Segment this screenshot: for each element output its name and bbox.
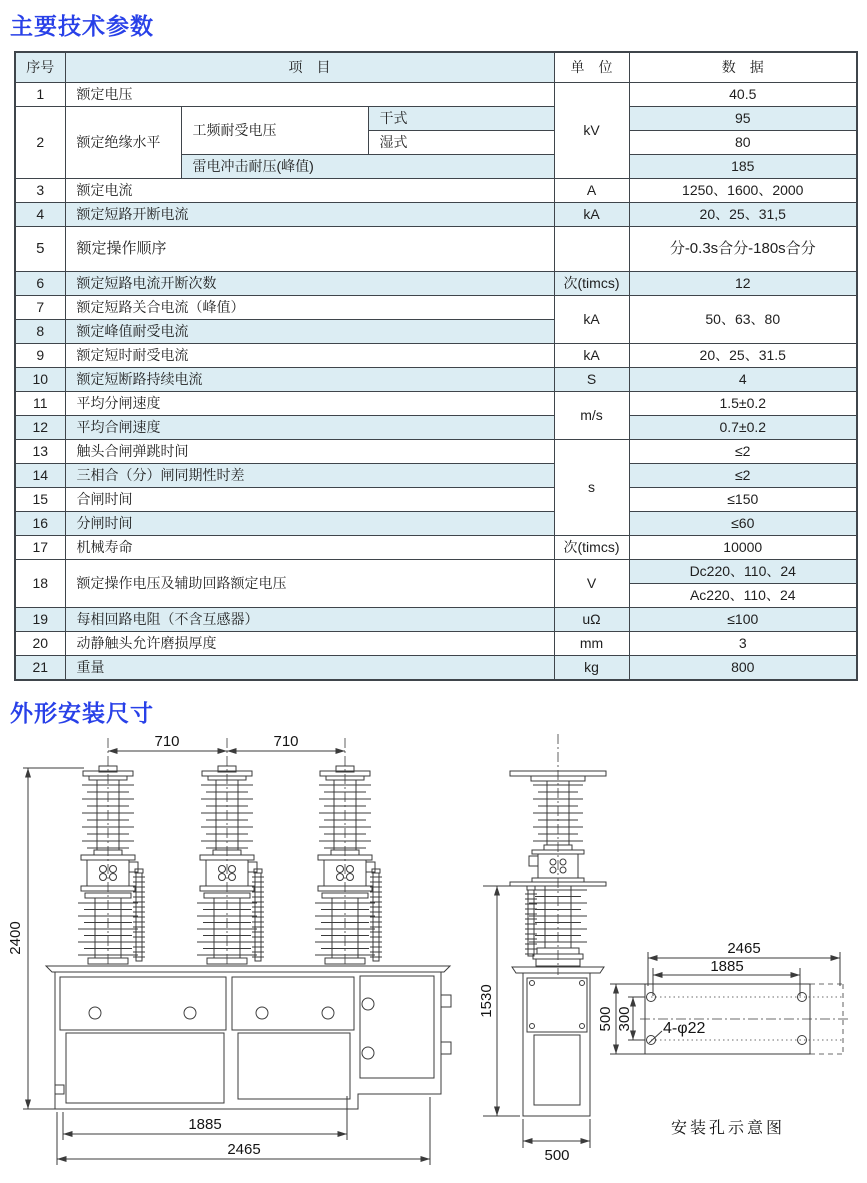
param-data: 12 bbox=[629, 272, 857, 296]
table-row bbox=[15, 560, 857, 584]
table-row bbox=[15, 392, 857, 416]
param-data: ≤100 bbox=[629, 608, 857, 632]
param-no: 19 bbox=[15, 608, 65, 632]
dim-hole-span-x: 1885 bbox=[710, 958, 744, 975]
param-unit: A bbox=[554, 179, 629, 203]
mounting-hole-diagram bbox=[597, 940, 848, 1137]
param-item: 分闸时间 bbox=[65, 512, 554, 536]
param-no: 2 bbox=[15, 107, 65, 179]
table-row bbox=[15, 227, 857, 272]
param-data: 20、25、31,5 bbox=[629, 203, 857, 227]
param-data: 80 bbox=[629, 131, 857, 155]
table-row bbox=[15, 203, 857, 227]
param-subitem: 湿式 bbox=[368, 131, 554, 155]
table-row bbox=[15, 512, 857, 536]
hole-diagram-caption: 安装孔示意图 bbox=[670, 1120, 786, 1137]
param-item: 额定操作电压及辅助回路额定电压 bbox=[65, 560, 554, 608]
param-data: 4 bbox=[629, 368, 857, 392]
header-data: 数 据 bbox=[629, 52, 857, 83]
param-item: 平均分闸速度 bbox=[65, 392, 554, 416]
param-item: 额定操作顺序 bbox=[65, 227, 554, 272]
header-item: 项 目 bbox=[65, 52, 554, 83]
dim-holes-total-width: 2465 bbox=[727, 940, 761, 957]
param-item: 额定短断路持续电流 bbox=[65, 368, 554, 392]
param-data: 1250、1600、2000 bbox=[629, 179, 857, 203]
table-row bbox=[15, 179, 857, 203]
param-subitem: 干式 bbox=[368, 107, 554, 131]
param-data: 40.5 bbox=[629, 83, 857, 107]
param-data: 20、25、31.5 bbox=[629, 344, 857, 368]
dim-front-height: 2400 bbox=[7, 921, 24, 955]
param-no: 21 bbox=[15, 656, 65, 681]
param-no: 8 bbox=[15, 320, 65, 344]
table-row bbox=[15, 416, 857, 440]
param-data: 10000 bbox=[629, 536, 857, 560]
table-row bbox=[15, 344, 857, 368]
param-data: 1.5±0.2 bbox=[629, 392, 857, 416]
param-unit bbox=[554, 227, 629, 272]
param-item: 额定短路开断电流 bbox=[65, 203, 554, 227]
param-unit: S bbox=[554, 368, 629, 392]
param-item: 额定电流 bbox=[65, 179, 554, 203]
dim-front-total-width: 2465 bbox=[227, 1141, 261, 1158]
param-no: 9 bbox=[15, 344, 65, 368]
param-no: 17 bbox=[15, 536, 65, 560]
param-item: 额定峰值耐受电流 bbox=[65, 320, 554, 344]
param-data: 分-0.3s合分-180s合分 bbox=[629, 227, 857, 272]
param-data: ≤2 bbox=[629, 440, 857, 464]
param-no: 13 bbox=[15, 440, 65, 464]
dim-side-depth: 500 bbox=[544, 1147, 570, 1164]
param-item: 额定短路关合电流（峰值） bbox=[65, 296, 554, 320]
dim-holes-depth: 500 bbox=[597, 1006, 614, 1032]
param-data: 185 bbox=[629, 155, 857, 179]
param-no: 6 bbox=[15, 272, 65, 296]
dim-pole-pitch-left: 710 bbox=[154, 733, 180, 750]
param-data: Ac220、110、24 bbox=[629, 584, 857, 608]
param-item: 平均合闸速度 bbox=[65, 416, 554, 440]
param-no: 15 bbox=[15, 488, 65, 512]
param-no: 7 bbox=[15, 296, 65, 320]
cabinet-front bbox=[46, 966, 451, 1109]
param-item: 额定短时耐受电流 bbox=[65, 344, 554, 368]
param-unit: 次(timcs) bbox=[554, 272, 629, 296]
param-subitem: 工频耐受电压 bbox=[181, 107, 368, 155]
param-data: ≤60 bbox=[629, 512, 857, 536]
table-row bbox=[15, 272, 857, 296]
param-no: 4 bbox=[15, 203, 65, 227]
dim-side-height: 1530 bbox=[478, 984, 495, 1018]
param-no: 3 bbox=[15, 179, 65, 203]
dim-hole-span-y: 300 bbox=[616, 1006, 633, 1032]
param-no: 16 bbox=[15, 512, 65, 536]
param-no: 11 bbox=[15, 392, 65, 416]
param-no: 18 bbox=[15, 560, 65, 608]
cabinet-side bbox=[512, 967, 604, 1116]
param-item: 额定绝缘水平 bbox=[65, 107, 181, 179]
table-row bbox=[15, 296, 857, 320]
param-item: 三相合（分）闸同期性时差 bbox=[65, 464, 554, 488]
param-subitem: 雷电冲击耐压(峰值) bbox=[181, 155, 554, 179]
dimension-drawing bbox=[0, 732, 867, 1178]
param-no: 20 bbox=[15, 632, 65, 656]
table-row bbox=[15, 83, 857, 107]
outline-drawing-area bbox=[0, 732, 867, 1183]
table-row bbox=[15, 656, 857, 681]
table-header-row bbox=[15, 52, 857, 83]
table-row bbox=[15, 536, 857, 560]
parameters-table bbox=[14, 51, 858, 681]
param-data: ≤150 bbox=[629, 488, 857, 512]
param-data: 800 bbox=[629, 656, 857, 681]
param-no: 1 bbox=[15, 83, 65, 107]
param-unit: mm bbox=[554, 632, 629, 656]
param-unit: 次(timcs) bbox=[554, 536, 629, 560]
param-item: 额定电压 bbox=[65, 83, 554, 107]
param-item: 合闸时间 bbox=[65, 488, 554, 512]
header-no: 序号 bbox=[15, 52, 65, 83]
param-item: 重量 bbox=[65, 656, 554, 681]
param-unit: m/s bbox=[554, 392, 629, 440]
param-unit: V bbox=[554, 560, 629, 608]
pole-assembly bbox=[78, 766, 382, 964]
param-data: Dc220、110、24 bbox=[629, 560, 857, 584]
param-unit: uΩ bbox=[554, 608, 629, 632]
dim-pole-pitch-right: 710 bbox=[273, 733, 299, 750]
door-hinge bbox=[441, 1042, 451, 1054]
header-unit: 单 位 bbox=[554, 52, 629, 83]
param-item: 每相回路电阻（不含互感器） bbox=[65, 608, 554, 632]
door-hinge bbox=[441, 995, 451, 1007]
page-title-main-parameters: 主要技术参数 bbox=[10, 13, 154, 39]
dim-front-mount-width: 1885 bbox=[188, 1116, 222, 1133]
table-row bbox=[15, 488, 857, 512]
param-item: 机械寿命 bbox=[65, 536, 554, 560]
param-no: 10 bbox=[15, 368, 65, 392]
front-view bbox=[7, 733, 451, 1165]
table-row bbox=[15, 632, 857, 656]
side-view bbox=[478, 734, 606, 1164]
page-title-dimensions: 外形安装尺寸 bbox=[10, 700, 154, 726]
param-data: 95 bbox=[629, 107, 857, 131]
param-unit: kA bbox=[554, 344, 629, 368]
param-unit: kA bbox=[554, 296, 629, 344]
param-data: 3 bbox=[629, 632, 857, 656]
param-data: ≤2 bbox=[629, 464, 857, 488]
table-row bbox=[15, 107, 857, 131]
param-data: 50、63、80 bbox=[629, 296, 857, 344]
param-item: 触头合闸弹跳时间 bbox=[65, 440, 554, 464]
param-unit: s bbox=[554, 440, 629, 536]
table-row bbox=[15, 464, 857, 488]
table-row bbox=[15, 440, 857, 464]
param-no: 12 bbox=[15, 416, 65, 440]
param-unit: kA bbox=[554, 203, 629, 227]
table-row bbox=[15, 368, 857, 392]
param-data: 0.7±0.2 bbox=[629, 416, 857, 440]
table-row bbox=[15, 608, 857, 632]
param-no: 5 bbox=[15, 227, 65, 272]
param-unit: kg bbox=[554, 656, 629, 681]
param-no: 14 bbox=[15, 464, 65, 488]
param-unit: kV bbox=[554, 83, 629, 179]
hole-spec-label: 4-φ22 bbox=[663, 1020, 706, 1037]
param-item: 额定短路电流开断次数 bbox=[65, 272, 554, 296]
param-item: 动静触头允许磨损厚度 bbox=[65, 632, 554, 656]
